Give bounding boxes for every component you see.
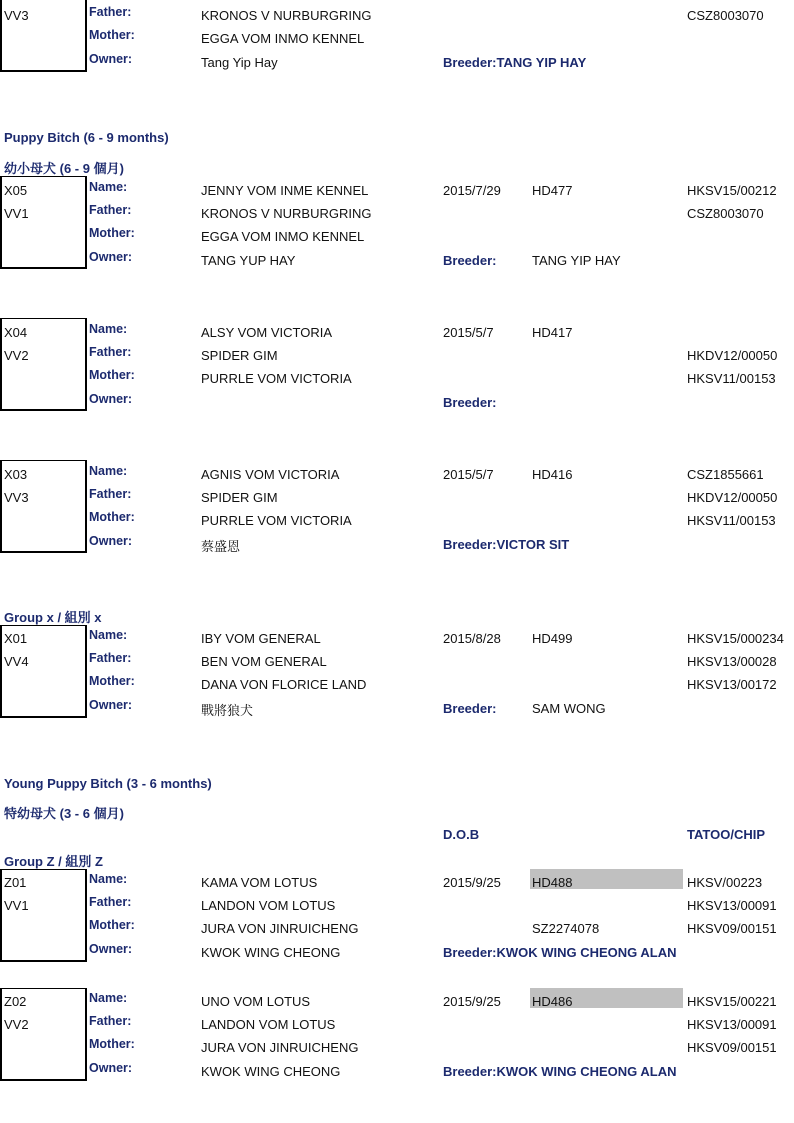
father-name: KRONOS V NURBURGRING bbox=[201, 206, 372, 221]
breeder-name: Breeder:KWOK WING CHEONG ALAN bbox=[443, 945, 677, 960]
mother-label: Mother: bbox=[89, 368, 135, 382]
owner-label: Owner: bbox=[89, 534, 133, 548]
name-label: Name: bbox=[89, 180, 128, 194]
dog-name: IBY VOM GENERAL bbox=[201, 631, 321, 646]
section-title-zh: 幼小母犬 (6 - 9 個月) bbox=[4, 161, 124, 176]
dob: 2015/5/7 bbox=[443, 325, 494, 340]
ring-number: VV1 bbox=[4, 206, 29, 221]
mother-name: EGGA VOM INMO KENNEL bbox=[201, 229, 365, 244]
owner-name: TANG YUP HAY bbox=[201, 253, 296, 268]
mother-reg: HKSV09/00151 bbox=[687, 1040, 777, 1055]
father-label: Father: bbox=[89, 1014, 132, 1028]
entry-number: X01 bbox=[4, 631, 28, 646]
group-title: Group x / 組別 x bbox=[4, 610, 102, 625]
breeder-name: TANG YIP HAY bbox=[532, 253, 621, 268]
section-title-en: Puppy Bitch (6 - 9 months) bbox=[4, 130, 169, 145]
father-name: BEN VOM GENERAL bbox=[201, 654, 327, 669]
owner-name: KWOK WING CHEONG bbox=[201, 1064, 341, 1079]
father-name: KRONOS V NURBURGRING bbox=[201, 8, 372, 23]
father-name: SPIDER GIM bbox=[201, 490, 278, 505]
father-label: Father: bbox=[89, 487, 132, 501]
owner-name: KWOK WING CHEONG bbox=[201, 945, 341, 960]
dob: 2015/7/29 bbox=[443, 183, 501, 198]
name-label: Name: bbox=[89, 872, 128, 886]
owner-name: 蔡盛恩 bbox=[201, 539, 241, 554]
dog-name: UNO VOM LOTUS bbox=[201, 994, 311, 1009]
mother-name: JURA VON JINRUICHENG bbox=[201, 1040, 359, 1055]
owner-label: Owner: bbox=[89, 52, 133, 66]
father-reg: HKDV12/00050 bbox=[687, 490, 778, 505]
ring-number: VV1 bbox=[4, 898, 29, 913]
name-label: Name: bbox=[89, 991, 128, 1005]
owner-label: Owner: bbox=[89, 1061, 133, 1075]
reg-number: HKSV15/00221 bbox=[687, 994, 777, 1009]
section-title-en: Young Puppy Bitch (3 - 6 months) bbox=[4, 776, 212, 791]
mother-reg: HKSV09/00151 bbox=[687, 921, 777, 936]
dog-name: JENNY VOM INME KENNEL bbox=[201, 183, 369, 198]
column-header-chip: TATOO/CHIP bbox=[687, 827, 765, 842]
father-reg: HKSV13/00091 bbox=[687, 1017, 777, 1032]
breeder-label: Breeder: bbox=[443, 701, 497, 716]
mother-label: Mother: bbox=[89, 28, 135, 42]
ring-number: VV3 bbox=[4, 8, 29, 23]
father-reg: HKSV13/00028 bbox=[687, 654, 777, 669]
group-title: Group Z / 組別 Z bbox=[4, 854, 103, 869]
owner-label: Owner: bbox=[89, 698, 133, 712]
reg-number: HKSV15/00212 bbox=[687, 183, 777, 198]
owner-name: Tang Yip Hay bbox=[201, 55, 278, 70]
reg-number: HKSV15/000234 bbox=[687, 631, 784, 646]
ring-number: VV4 bbox=[4, 654, 29, 669]
dog-name: AGNIS VOM VICTORIA bbox=[201, 467, 340, 482]
entry-number: X04 bbox=[4, 325, 28, 340]
owner-name: 戰將狼犬 bbox=[201, 703, 254, 718]
hd-number: HD486 bbox=[532, 994, 573, 1009]
father-name: LANDON VOM LOTUS bbox=[201, 898, 336, 913]
mother-label: Mother: bbox=[89, 1037, 135, 1051]
mother-chip: SZ2274078 bbox=[532, 921, 600, 936]
name-label: Name: bbox=[89, 464, 128, 478]
father-label: Father: bbox=[89, 651, 132, 665]
father-reg: CSZ8003070 bbox=[687, 206, 764, 221]
dog-name: KAMA VOM LOTUS bbox=[201, 875, 318, 890]
mother-name: EGGA VOM INMO KENNEL bbox=[201, 31, 365, 46]
reg-number: CSZ1855661 bbox=[687, 467, 764, 482]
mother-name: DANA VON FLORICE LAND bbox=[201, 677, 367, 692]
entry-number: Z02 bbox=[4, 994, 27, 1009]
father-label: Father: bbox=[89, 5, 132, 19]
mother-name: PURRLE VOM VICTORIA bbox=[201, 371, 352, 386]
mother-name: PURRLE VOM VICTORIA bbox=[201, 513, 352, 528]
breeder-label: Breeder: bbox=[443, 395, 497, 410]
dob: 2015/9/25 bbox=[443, 875, 501, 890]
dog-name: ALSY VOM VICTORIA bbox=[201, 325, 333, 340]
father-reg: HKDV12/00050 bbox=[687, 348, 778, 363]
breeder-name: Breeder:KWOK WING CHEONG ALAN bbox=[443, 1064, 677, 1079]
breeder-name: Breeder:TANG YIP HAY bbox=[443, 55, 587, 70]
breeder-label: Breeder: bbox=[443, 253, 497, 268]
dob: 2015/9/25 bbox=[443, 994, 501, 1009]
owner-label: Owner: bbox=[89, 250, 133, 264]
mother-label: Mother: bbox=[89, 510, 135, 524]
entry-number: Z01 bbox=[4, 875, 27, 890]
father-label: Father: bbox=[89, 203, 132, 217]
ring-number: VV2 bbox=[4, 1017, 29, 1032]
breeder-name: SAM WONG bbox=[532, 701, 606, 716]
dob: 2015/8/28 bbox=[443, 631, 501, 646]
mother-reg: HKSV11/00153 bbox=[687, 513, 776, 528]
father-name: SPIDER GIM bbox=[201, 348, 278, 363]
hd-number: HD477 bbox=[532, 183, 573, 198]
father-reg: HKSV13/00091 bbox=[687, 898, 777, 913]
father-name: LANDON VOM LOTUS bbox=[201, 1017, 336, 1032]
breeder-name: Breeder:VICTOR SIT bbox=[443, 537, 570, 552]
father-label: Father: bbox=[89, 345, 132, 359]
father-label: Father: bbox=[89, 895, 132, 909]
father-reg: CSZ8003070 bbox=[687, 8, 764, 23]
section-title-zh: 特幼母犬 (3 - 6 個月) bbox=[4, 806, 124, 821]
hd-number: HD417 bbox=[532, 325, 573, 340]
hd-number: HD488 bbox=[532, 875, 573, 890]
mother-label: Mother: bbox=[89, 674, 135, 688]
mother-label: Mother: bbox=[89, 226, 135, 240]
mother-name: JURA VON JINRUICHENG bbox=[201, 921, 359, 936]
ring-number: VV3 bbox=[4, 490, 29, 505]
reg-number: HKSV/00223 bbox=[687, 875, 763, 890]
name-label: Name: bbox=[89, 322, 128, 336]
dob: 2015/5/7 bbox=[443, 467, 494, 482]
mother-reg: HKSV13/00172 bbox=[687, 677, 777, 692]
hd-number: HD416 bbox=[532, 467, 573, 482]
owner-label: Owner: bbox=[89, 942, 133, 956]
owner-label: Owner: bbox=[89, 392, 133, 406]
column-header-dob: D.O.B bbox=[443, 827, 480, 842]
ring-number: VV2 bbox=[4, 348, 29, 363]
mother-reg: HKSV11/00153 bbox=[687, 371, 776, 386]
mother-label: Mother: bbox=[89, 918, 135, 932]
name-label: Name: bbox=[89, 628, 128, 642]
entry-number: X03 bbox=[4, 467, 28, 482]
hd-number: HD499 bbox=[532, 631, 573, 646]
entry-number: X05 bbox=[4, 183, 28, 198]
